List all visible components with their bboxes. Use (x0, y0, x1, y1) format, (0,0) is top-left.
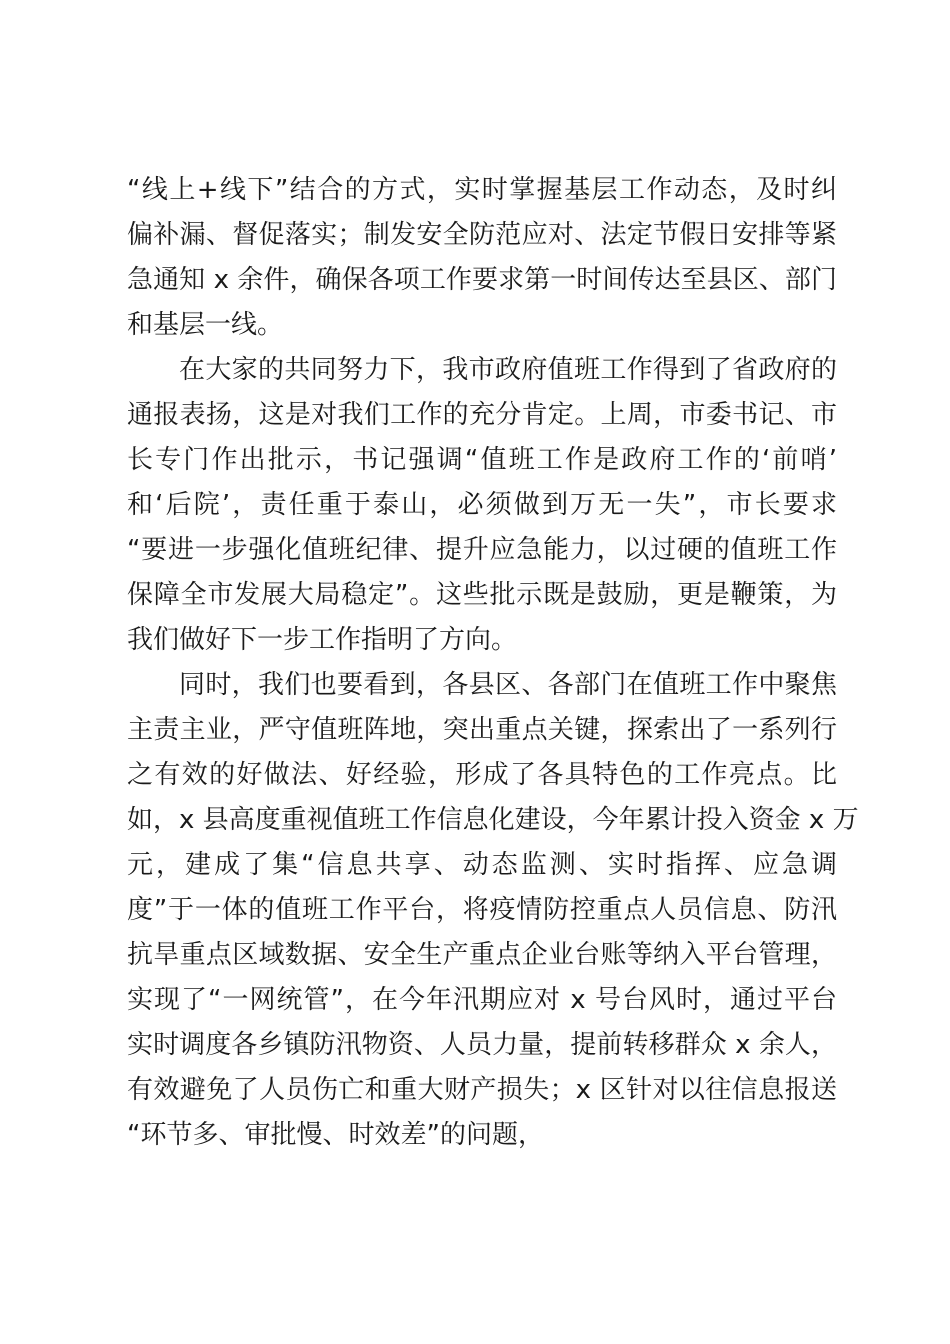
text-line: 之有效的好做法、好经验，形成了各具特色的工作亮点。比 (127, 760, 837, 790)
text-line: 和基层一线。 (127, 310, 284, 340)
document-body (127, 168, 859, 1158)
text-line: 有效避免了人员伤亡和重大财产损失；x 区针对以往信息报送 (127, 1075, 837, 1105)
text-line: 元，建成了集“信息共享、动态监测、实时指挥、应急调 (127, 850, 837, 880)
text-line: 保障全市发展大局稳定”。这些批示既是鼓励，更是鞭策，为 (127, 580, 837, 610)
text-line: 我们做好下一步工作指明了方向。 (127, 625, 518, 655)
text-line: 实现了“一网统管”，在今年汛期应对 x 号台风时，通过平台 (127, 985, 837, 1015)
text-line: 和‘后院’，责任重于泰山，必须做到万无一失”，市长要求 (127, 490, 837, 520)
text-line: “要进一步强化值班纪律、提升应急能力，以过硬的值班工作 (127, 535, 837, 565)
text-line: 在大家的共同努力下，我市政府值班工作得到了省政府的 (179, 355, 837, 385)
text-line: 急通知 x 余件，确保各项工作要求第一时间传达至县区、部门 (127, 265, 837, 295)
text-line: 度”于一体的值班工作平台，将疫情防控重点人员信息、防汛 (127, 895, 837, 925)
text-line: 同时，我们也要看到，各县区、各部门在值班工作中聚焦 (179, 670, 837, 700)
text-line: 长专门作出批示，书记强调“值班工作是政府工作的‘前哨’ (127, 445, 837, 475)
text-line: “线上+线下”结合的方式，实时掌握基层工作动态，及时纠 (127, 175, 837, 205)
text-line: 实时调度各乡镇防汛物资、人员力量，提前转移群众 x 余人， (127, 1030, 837, 1060)
text-line: “环节多、审批慢、时效差”的问题， (127, 1120, 544, 1150)
text-line: 抗旱重点区域数据、安全生产重点企业台账等纳入平台管理， (127, 940, 837, 970)
text-line: 主责主业，严守值班阵地，突出重点关键，探索出了一系列行 (127, 715, 837, 745)
text-line: 通报表扬，这是对我们工作的充分肯定。上周，市委书记、市 (127, 400, 837, 430)
text-line: 偏补漏、督促落实；制发安全防范应对、法定节假日安排等紧 (127, 220, 837, 250)
text-line: 如，x 县高度重视值班工作信息化建设，今年累计投入资金 x 万 (127, 805, 859, 835)
